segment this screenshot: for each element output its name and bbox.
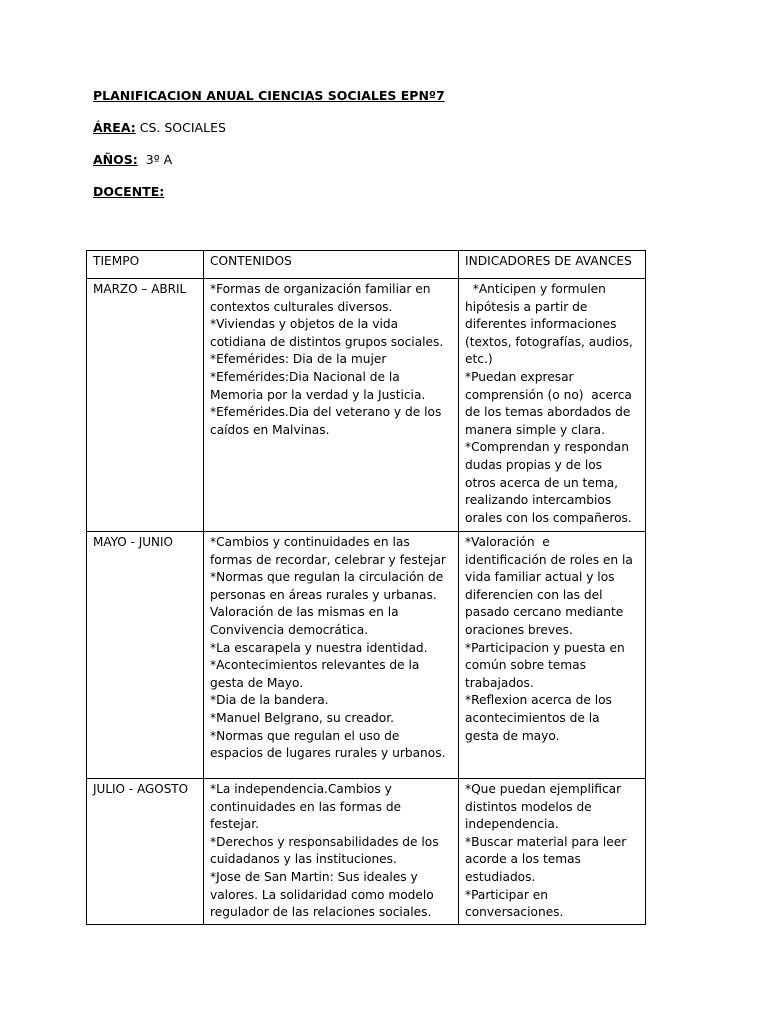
cell-text-line: contextos culturales diversos. [210,299,393,314]
cell-text-line: *Normas que regulan el uso de [210,728,400,743]
table-row [87,532,646,779]
cell-text-line: *Dia de la bandera. [210,693,329,708]
cell-text-line: *Jose de San Martin: Sus ideales y [210,869,418,884]
cell-text-line: Convivencia democrática. [210,622,369,637]
cell-text-line: *Efemérides:Dia Nacional de la [210,369,400,384]
indicadores-cell [459,279,646,532]
document-title: PLANIFICACION ANUAL CIENCIAS SOCIALES EPNº7 [93,88,445,103]
cell-text-line: valores. La solidaridad como modelo [210,887,434,902]
cell-text-line: gesta de Mayo. [210,675,304,690]
area-label: ÁREA: [93,120,136,135]
cell-text-line: formas de recordar, celebrar y festejar [210,552,446,567]
cell-text-line: otros acerca de un tema, [465,475,619,490]
cell-text-line: *Anticipen y formulen [465,282,606,296]
column-header-indicadores: INDICADORES DE AVANCES [459,251,646,279]
cell-text-line: común sobre temas [465,658,586,673]
indicadores-cell [459,779,646,925]
cell-text-line: orales con los compañeros. [465,510,632,525]
tiempo-cell: MAYO - JUNIO [87,532,204,779]
cell-text-line: *Comprendan y respondan [465,440,629,455]
column-header-tiempo: TIEMPO [87,251,204,279]
cell-text-line: distintos modelos de [465,799,592,814]
anos-label: AÑOS: [93,152,138,167]
contenidos-cell [204,279,459,532]
cell-text-line: *Viviendas y objetos de la vida [210,317,399,332]
cell-text-line: *Buscar material para leer [465,834,627,849]
anos-value: 3º A [145,152,173,167]
cell-text-line: oraciones breves. [465,622,573,637]
indicadores-cell [459,532,646,779]
cell-text-line: *Reflexion acerca de los [465,693,612,708]
cell-text-line: festejar. [210,817,260,832]
area-line [93,120,445,136]
cell-text-line: *Que puedan ejemplificar [465,782,622,796]
cell-text-line: *Formas de organización familiar en [210,282,431,296]
cell-text-line: *Manuel Belgrano, su creador. [210,710,394,725]
docente-label: DOCENTE: [93,184,165,199]
contenidos-cell [204,532,459,779]
planning-table [86,250,646,925]
cell-text-line: comprensión (o no) acerca [465,387,632,402]
table-row [87,279,646,532]
cell-text-line: realizando intercambios [465,493,612,508]
cell-text-line: independencia. [465,817,559,832]
cell-text-line: *Valoración e [465,535,550,549]
cell-text-line: *Puedan expresar [465,369,574,384]
cell-text-line: pasado cercano mediante [465,605,624,620]
cell-text-line: de los temas abordados de [465,405,631,420]
cell-text-line: vida familiar actual y los [465,570,615,585]
tiempo-cell: MARZO – ABRIL [87,279,204,532]
cell-text-line: dudas propias y de los [465,457,603,472]
cell-text-line: *Efemérides: Dia de la mujer [210,352,387,367]
cell-text-line: continuidades en las formas de [210,799,402,814]
anos-line [93,152,445,168]
area-value: CS. SOCIALES [139,120,226,135]
cell-text-line: manera simple y clara. [465,422,606,437]
cell-text-line: personas en áreas rurales y urbanas. [210,587,437,602]
contenidos-cell [204,779,459,925]
cell-text-line: *Cambios y continuidades en las [210,535,410,549]
cell-text-line: regulador de las relaciones sociales. [210,905,432,920]
cell-text-line: identificación de roles en la [465,552,633,567]
cell-text-line: *La independencia.Cambios y [210,782,392,796]
cell-text-line: acorde a los temas [465,852,581,867]
document-title-line [93,88,445,104]
cell-text-line: caídos en Malvinas. [210,422,330,437]
tiempo-cell: JULIO - AGOSTO [87,779,204,925]
cell-text-line: diferentes informaciones [465,317,617,332]
cell-text-line: *Participar en [465,887,548,902]
cell-text-line: *Normas que regulan la circulación de [210,570,444,585]
cell-text-line: cotidiana de distintos grupos sociales. [210,334,444,349]
cell-text-line: trabajados. [465,675,534,690]
cell-text-line: *La escarapela y nuestra identidad. [210,640,428,655]
cell-text-line: (textos, fotografías, audios, [465,334,633,349]
cell-text-line: hipótesis a partir de [465,299,588,314]
cell-text-line: etc.) [465,352,493,367]
table-header-row [87,251,646,279]
cell-text-line: espacios de lugares rurales y urbanos. [210,746,446,761]
cell-text-line: *Acontecimientos relevantes de la [210,658,420,673]
cell-text-line: estudiados. [465,869,536,884]
cell-text-line: acontecimientos de la [465,710,600,725]
cell-text-line: *Derechos y responsabilidades de los [210,834,439,849]
document-header [93,88,445,216]
cell-text-line: *Participacion y puesta en [465,640,625,655]
table-row [87,779,646,925]
docente-line [93,184,445,200]
cell-text-line: cuidadanos y las instituciones. [210,852,397,867]
cell-text-line: *Efemérides.Dia del veterano y de los [210,405,442,420]
column-header-contenidos: CONTENIDOS [204,251,459,279]
cell-text-line: Memoria por la verdad y la Justicia. [210,387,426,402]
cell-text-line: gesta de mayo. [465,728,560,743]
cell-text-line: conversaciones. [465,905,564,920]
cell-text-line: diferencien con las del [465,587,603,602]
cell-text-line: Valoración de las mismas en la [210,605,399,620]
